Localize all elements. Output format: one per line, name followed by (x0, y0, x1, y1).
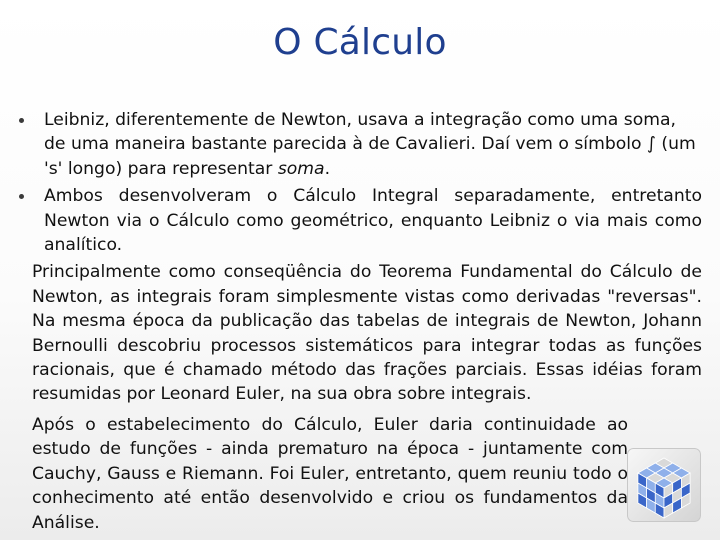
bullet-text: Ambos desenvolveram o Cálculo Integral separadamente, entretanto Newton via o Cálculo como geométrico, enquanto Leibniz o via mais como analítico. (44, 186, 702, 256)
bullet-emphasis: soma (277, 158, 325, 179)
bullet-icon (19, 194, 24, 199)
bullet-icon (19, 118, 24, 123)
paragraph-euler: Após o estabelecimento do Cálculo, Euler daria continuidade ao estudo de funções - ainda prematuro na época - juntamente com Cauchy, Gauss e Riemann. Foi Euler, entretanto, quem reuniu todo o conhecimento até então desenvolvido e criou os fundamentos da Análise. (32, 414, 628, 533)
cube-icon (627, 448, 701, 522)
bullet-item-leibniz (18, 108, 702, 181)
bullet-item-ambos (18, 184, 702, 257)
slide-content (18, 108, 702, 535)
page-title: O Cálculo (273, 22, 447, 63)
bullet-text: Leibniz, diferentemente de Newton, usava a integração como uma soma, de uma maneira bastante parecida à de Cavalieri. Daí vem o símbolo ∫ (um 's' longo) para representar (44, 110, 696, 179)
paragraph-integrais: Principalmente como conseqüência do Teorema Fundamental do Cálculo de Newton, as integrais foram simplesmente vistas como derivadas "reversas". Na mesma época da publicação das tabelas de integrais de Newton, Johann Bernoulli descobriu processos sistemáticos para integrar todas as funções racionais, que é chamado método das frações parciais. Essas idéias foram resumidas por Leonard Euler, na sua obra sobre integrais. (32, 262, 702, 405)
bullet-text-end: . (324, 158, 331, 179)
